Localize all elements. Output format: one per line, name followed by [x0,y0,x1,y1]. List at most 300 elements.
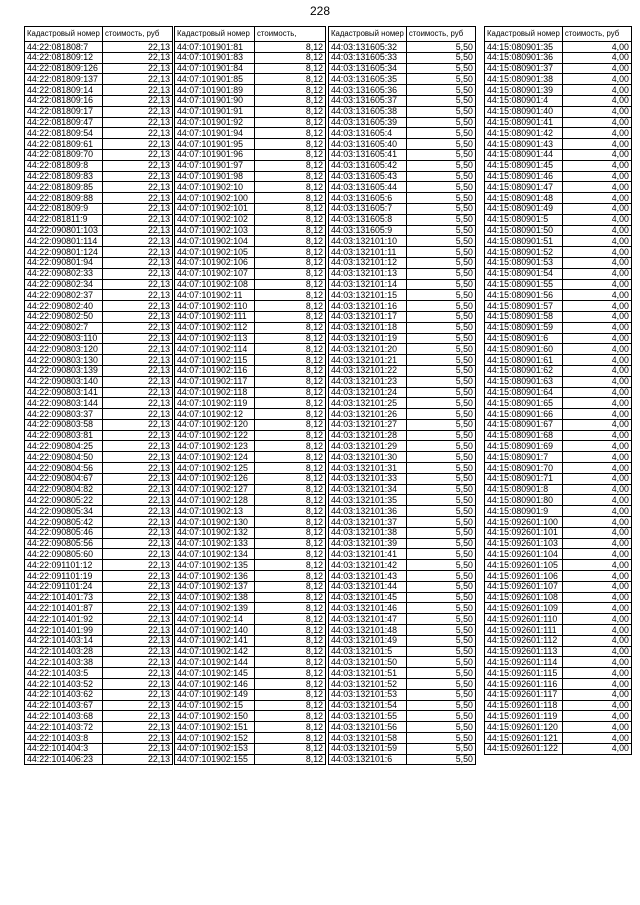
table-row [329,560,476,571]
table-row [175,139,326,150]
cadastral-number-cell: 44:03:131605:43 [329,171,407,182]
table-row [175,635,326,646]
cadastral-number-cell: 44:15:080901:66 [485,409,563,420]
table-row [485,506,632,517]
cadastral-number-cell: 44:03:132101:17 [329,311,407,322]
table-row [175,473,326,484]
table-row [175,182,326,193]
cadastral-number-cell: 44:15:080901:61 [485,355,563,366]
cadastral-number-cell: 44:22:101401:73 [25,592,103,603]
table-row [329,398,476,409]
header-cost: стоимость, руб [406,27,475,42]
cadastral-number-cell: 44:03:132101:34 [329,484,407,495]
cadastral-number-cell: 44:03:132101:54 [329,700,407,711]
table-row [329,409,476,420]
table-row [25,754,173,765]
cost-cell: 5,50 [406,106,475,117]
cost-cell: 8,12 [255,463,326,474]
table-row [485,722,632,733]
cost-cell: 8,12 [255,257,326,268]
cost-cell: 4,00 [562,376,631,387]
cost-cell: 8,12 [255,106,326,117]
cadastral-number-cell: 44:22:101401:92 [25,614,103,625]
table-row [175,689,326,700]
cost-cell: 5,50 [406,85,475,96]
table-row [25,74,173,85]
table-row [329,517,476,528]
table-row [175,398,326,409]
cadastral-number-cell: 44:22:081809:61 [25,139,103,150]
cadastral-number-cell: 44:15:080901:71 [485,473,563,484]
cost-cell: 5,50 [406,614,475,625]
table-row [329,689,476,700]
cost-cell: 8,12 [255,376,326,387]
table-row [329,214,476,225]
cadastral-number-cell: 44:15:080901:49 [485,203,563,214]
cadastral-number-cell: 44:07:101902:100 [175,193,255,204]
table-row [25,581,173,592]
cost-cell: 22,13 [103,365,173,376]
header-cadastral-number: Кадастровый номер [485,27,563,42]
table-row [485,657,632,668]
cadastral-number-cell: 44:03:132101:16 [329,301,407,312]
table-row [25,722,173,733]
cost-cell: 5,50 [406,484,475,495]
cadastral-number-cell: 44:07:101902:106 [175,257,255,268]
table-row [329,722,476,733]
cadastral-number-cell: 44:15:080901:6 [485,333,563,344]
table-row [175,592,326,603]
table-row [25,311,173,322]
cadastral-number-cell: 44:22:091101:24 [25,581,103,592]
table-row [175,344,326,355]
cost-cell: 8,12 [255,193,326,204]
cost-cell: 5,50 [406,365,475,376]
table-row [175,668,326,679]
table-row [25,365,173,376]
cadastral-number-cell: 44:22:101403:72 [25,722,103,733]
cost-cell: 8,12 [255,441,326,452]
table-row [175,149,326,160]
cadastral-number-cell: 44:07:101902:107 [175,268,255,279]
cadastral-number-cell: 44:07:101902:145 [175,668,255,679]
cadastral-number-cell: 44:15:080901:47 [485,182,563,193]
header-cadastral-number: Кадастровый номер [329,27,407,42]
cost-cell: 8,12 [255,549,326,560]
table-row [329,733,476,744]
cost-cell: 4,00 [562,743,631,754]
cadastral-number-cell: 44:22:090803:58 [25,419,103,430]
cadastral-number-cell: 44:03:131605:7 [329,203,407,214]
cadastral-number-cell: 44:07:101902:126 [175,473,255,484]
cadastral-number-cell: 44:15:080901:44 [485,149,563,160]
cost-cell: 22,13 [103,743,173,754]
cost-cell: 5,50 [406,355,475,366]
table-row [329,203,476,214]
cadastral-number-cell: 44:15:092601:116 [485,679,563,690]
cost-cell: 8,12 [255,387,326,398]
cost-cell: 4,00 [562,387,631,398]
cadastral-number-cell: 44:22:090803:139 [25,365,103,376]
cost-cell: 5,50 [406,333,475,344]
cadastral-number-cell: 44:15:092601:106 [485,571,563,582]
cost-cell: 4,00 [562,592,631,603]
cost-cell: 22,13 [103,268,173,279]
cost-cell: 5,50 [406,225,475,236]
table-row [25,106,173,117]
table-row [485,614,632,625]
cost-cell: 8,12 [255,603,326,614]
cost-cell: 8,12 [255,311,326,322]
cadastral-number-cell: 44:03:132101:58 [329,733,407,744]
cadastral-number-cell: 44:07:101902:111 [175,311,255,322]
cadastral-number-cell: 44:15:080901:38 [485,74,563,85]
cost-cell: 22,13 [103,689,173,700]
cadastral-number-cell: 44:03:132101:15 [329,290,407,301]
cadastral-number-cell: 44:07:101902:101 [175,203,255,214]
cost-cell: 22,13 [103,117,173,128]
cadastral-number-cell: 44:07:101901:97 [175,160,255,171]
table-row [329,42,476,53]
cadastral-number-cell: 44:15:080901:41 [485,117,563,128]
table-row [485,182,632,193]
cost-cell: 4,00 [562,517,631,528]
table-body [25,42,173,765]
table-row [329,506,476,517]
cadastral-number-cell: 44:22:101403:62 [25,689,103,700]
cadastral-number-cell: 44:07:101901:85 [175,74,255,85]
table-row [485,355,632,366]
cost-cell: 8,12 [255,722,326,733]
cadastral-number-cell: 44:07:101902:15 [175,700,255,711]
cadastral-number-cell: 44:03:132101:42 [329,560,407,571]
table-row [175,290,326,301]
cadastral-number-cell: 44:03:131605:32 [329,42,407,53]
table-row [175,657,326,668]
cadastral-number-cell: 44:03:132101:6 [329,754,407,765]
table-row [485,344,632,355]
table-row [485,128,632,139]
table-row [485,322,632,333]
cadastral-number-cell: 44:22:090805:56 [25,538,103,549]
cadastral-number-cell: 44:22:081809:8 [25,160,103,171]
table-row [175,52,326,63]
cadastral-number-cell: 44:22:091101:12 [25,560,103,571]
cost-cell: 8,12 [255,484,326,495]
table-row [485,95,632,106]
table-row [485,711,632,722]
table-row [25,290,173,301]
cost-cell: 4,00 [562,106,631,117]
table-row [175,355,326,366]
cadastral-number-cell: 44:03:131605:9 [329,225,407,236]
cost-cell: 22,13 [103,128,173,139]
cost-cell: 22,13 [103,733,173,744]
cost-cell: 8,12 [255,236,326,247]
cadastral-number-cell: 44:22:090804:56 [25,463,103,474]
cost-cell: 5,50 [406,95,475,106]
cadastral-number-cell: 44:15:092601:101 [485,527,563,538]
cost-cell: 8,12 [255,689,326,700]
cost-cell: 4,00 [562,711,631,722]
table-row [25,473,173,484]
table-row [175,63,326,74]
cadastral-number-cell: 44:07:101902:125 [175,463,255,474]
cadastral-number-cell: 44:15:080901:52 [485,247,563,258]
table-row [25,538,173,549]
cost-cell: 22,13 [103,160,173,171]
table-row [175,128,326,139]
cost-cell: 4,00 [562,290,631,301]
table-row [329,106,476,117]
table-row [329,646,476,657]
cost-cell: 8,12 [255,42,326,53]
cadastral-number-cell: 44:03:131605:34 [329,63,407,74]
cost-cell: 22,13 [103,139,173,150]
table-row [485,74,632,85]
cost-cell: 22,13 [103,571,173,582]
cadastral-number-cell: 44:15:080901:62 [485,365,563,376]
cadastral-number-cell: 44:07:101902:155 [175,754,255,765]
cadastral-number-cell: 44:15:080901:9 [485,506,563,517]
table-row [329,484,476,495]
cadastral-number-cell: 44:22:101403:67 [25,700,103,711]
table-row [25,743,173,754]
table-row [485,571,632,582]
cadastral-number-cell: 44:22:090801:114 [25,236,103,247]
cadastral-number-cell: 44:15:080901:37 [485,63,563,74]
cost-cell: 8,12 [255,139,326,150]
table-row [485,63,632,74]
cadastral-number-cell: 44:03:132101:20 [329,344,407,355]
cost-cell: 5,50 [406,733,475,744]
cost-cell: 8,12 [255,430,326,441]
cadastral-number-cell: 44:07:101902:136 [175,571,255,582]
table-row [485,247,632,258]
table-row [485,268,632,279]
table-row [25,193,173,204]
cost-cell: 5,50 [406,52,475,63]
table-row [329,668,476,679]
table-row [175,603,326,614]
cadastral-number-cell: 44:15:092601:109 [485,603,563,614]
cadastral-number-cell: 44:07:101902:118 [175,387,255,398]
table-row [175,74,326,85]
cost-cell: 5,50 [406,193,475,204]
table-row [485,225,632,236]
cadastral-number-cell: 44:22:090803:81 [25,430,103,441]
cadastral-number-cell: 44:15:080901:59 [485,322,563,333]
table-row [175,419,326,430]
cadastral-number-cell: 44:07:101902:128 [175,495,255,506]
cost-cell: 4,00 [562,182,631,193]
cadastral-number-cell: 44:03:132101:31 [329,463,407,474]
table-row [25,376,173,387]
cadastral-number-cell: 44:07:101902:139 [175,603,255,614]
header-cost: стоимость, руб [103,27,173,42]
cost-cell: 5,50 [406,722,475,733]
table-row [485,463,632,474]
table-row [485,409,632,420]
cost-cell: 4,00 [562,506,631,517]
table-row [175,365,326,376]
cadastral-number-cell: 44:07:101902:151 [175,722,255,733]
table-row [25,517,173,528]
table-row [175,225,326,236]
cost-cell: 22,13 [103,52,173,63]
cost-cell: 8,12 [255,506,326,517]
cost-cell: 8,12 [255,171,326,182]
table-row [329,279,476,290]
cadastral-number-cell: 44:03:132101:41 [329,549,407,560]
table-row [25,355,173,366]
cadastral-number-cell: 44:22:101401:99 [25,625,103,636]
table-row [25,225,173,236]
cost-cell: 4,00 [562,160,631,171]
table-row [329,290,476,301]
table-row [485,452,632,463]
cost-cell: 5,50 [406,689,475,700]
cadastral-number-cell: 44:22:090805:42 [25,517,103,528]
cost-cell: 4,00 [562,733,631,744]
table-row [25,635,173,646]
table-row [175,301,326,312]
cadastral-number-cell: 44:22:081809:137 [25,74,103,85]
cost-cell: 4,00 [562,279,631,290]
table-row [485,149,632,160]
cost-cell: 5,50 [406,128,475,139]
cost-cell: 22,13 [103,473,173,484]
cost-cell: 4,00 [562,419,631,430]
cadastral-number-cell: 44:03:132101:10 [329,236,407,247]
cadastral-number-cell: 44:03:132101:18 [329,322,407,333]
cost-cell: 5,50 [406,549,475,560]
cadastral-number-cell: 44:07:101902:123 [175,441,255,452]
cost-cell: 8,12 [255,452,326,463]
cost-cell: 4,00 [562,657,631,668]
cost-cell: 5,50 [406,495,475,506]
table-row [329,635,476,646]
table-row [485,290,632,301]
cost-cell: 5,50 [406,117,475,128]
table-row [329,603,476,614]
cost-cell: 8,12 [255,398,326,409]
cost-cell: 4,00 [562,700,631,711]
cadastral-number-cell: 44:15:092601:118 [485,700,563,711]
table-row [25,668,173,679]
table-row [485,193,632,204]
table-row [175,484,326,495]
cadastral-number-cell: 44:03:132101:22 [329,365,407,376]
cost-cell: 22,13 [103,700,173,711]
cost-cell: 22,13 [103,42,173,53]
cadastral-number-cell: 44:07:101902:10 [175,182,255,193]
cost-cell: 4,00 [562,344,631,355]
cost-cell: 5,50 [406,635,475,646]
cadastral-number-cell: 44:22:090801:94 [25,257,103,268]
cadastral-number-cell: 44:07:101902:115 [175,355,255,366]
table-row [175,430,326,441]
cadastral-number-cell: 44:03:131605:39 [329,117,407,128]
cost-cell: 22,13 [103,149,173,160]
cost-cell: 5,50 [406,160,475,171]
cadastral-number-cell: 44:03:132101:13 [329,268,407,279]
table-row [25,42,173,53]
cadastral-number-cell: 44:15:080901:39 [485,85,563,96]
cadastral-number-cell: 44:03:132101:45 [329,592,407,603]
cadastral-number-cell: 44:15:080901:36 [485,52,563,63]
table-row [485,171,632,182]
cadastral-number-cell: 44:03:132101:49 [329,635,407,646]
cost-cell: 4,00 [562,365,631,376]
table-row [175,452,326,463]
cadastral-number-cell: 44:15:092601:113 [485,646,563,657]
table-header [175,27,326,42]
cost-cell: 4,00 [562,214,631,225]
table-row [485,743,632,754]
table-row [25,139,173,150]
table-row [485,646,632,657]
cadastral-number-cell: 44:15:080901:55 [485,279,563,290]
cadastral-number-cell: 44:15:080901:70 [485,463,563,474]
cadastral-table-3 [328,26,476,765]
cost-cell: 4,00 [562,355,631,366]
cost-cell: 8,12 [255,160,326,171]
cost-cell: 8,12 [255,214,326,225]
table-row [25,117,173,128]
cadastral-number-cell: 44:15:092601:100 [485,517,563,528]
cadastral-number-cell: 44:15:080901:63 [485,376,563,387]
cadastral-number-cell: 44:15:092601:112 [485,635,563,646]
table-row [485,625,632,636]
table-row [485,42,632,53]
cadastral-number-cell: 44:07:101901:84 [175,63,255,74]
cadastral-number-cell: 44:15:080901:43 [485,139,563,150]
cadastral-number-cell: 44:03:132101:24 [329,387,407,398]
cadastral-number-cell: 44:07:101902:132 [175,527,255,538]
table-row [485,473,632,484]
cadastral-number-cell: 44:07:101902:127 [175,484,255,495]
cost-cell: 5,50 [406,182,475,193]
cost-cell: 5,50 [406,571,475,582]
table-row [485,679,632,690]
cost-cell: 5,50 [406,279,475,290]
table-body [485,42,632,755]
cadastral-number-cell: 44:15:080901:45 [485,160,563,171]
cost-cell: 22,13 [103,679,173,690]
cost-cell: 8,12 [255,182,326,193]
cadastral-number-cell: 44:22:090802:50 [25,311,103,322]
cadastral-number-cell: 44:22:090802:40 [25,301,103,312]
table-row [485,668,632,679]
cadastral-number-cell: 44:03:132101:36 [329,506,407,517]
cadastral-number-cell: 44:07:101901:98 [175,171,255,182]
cadastral-number-cell: 44:22:090802:33 [25,268,103,279]
cost-cell: 8,12 [255,646,326,657]
cost-cell: 8,12 [255,74,326,85]
cadastral-number-cell: 44:15:080901:51 [485,236,563,247]
table-row [485,214,632,225]
cost-cell: 22,13 [103,409,173,420]
cost-cell: 4,00 [562,257,631,268]
cost-cell: 22,13 [103,63,173,74]
table-row [485,581,632,592]
cost-cell: 4,00 [562,549,631,560]
cost-cell: 5,50 [406,257,475,268]
cost-cell: 8,12 [255,365,326,376]
cadastral-number-cell: 44:03:132101:47 [329,614,407,625]
table-row [329,700,476,711]
